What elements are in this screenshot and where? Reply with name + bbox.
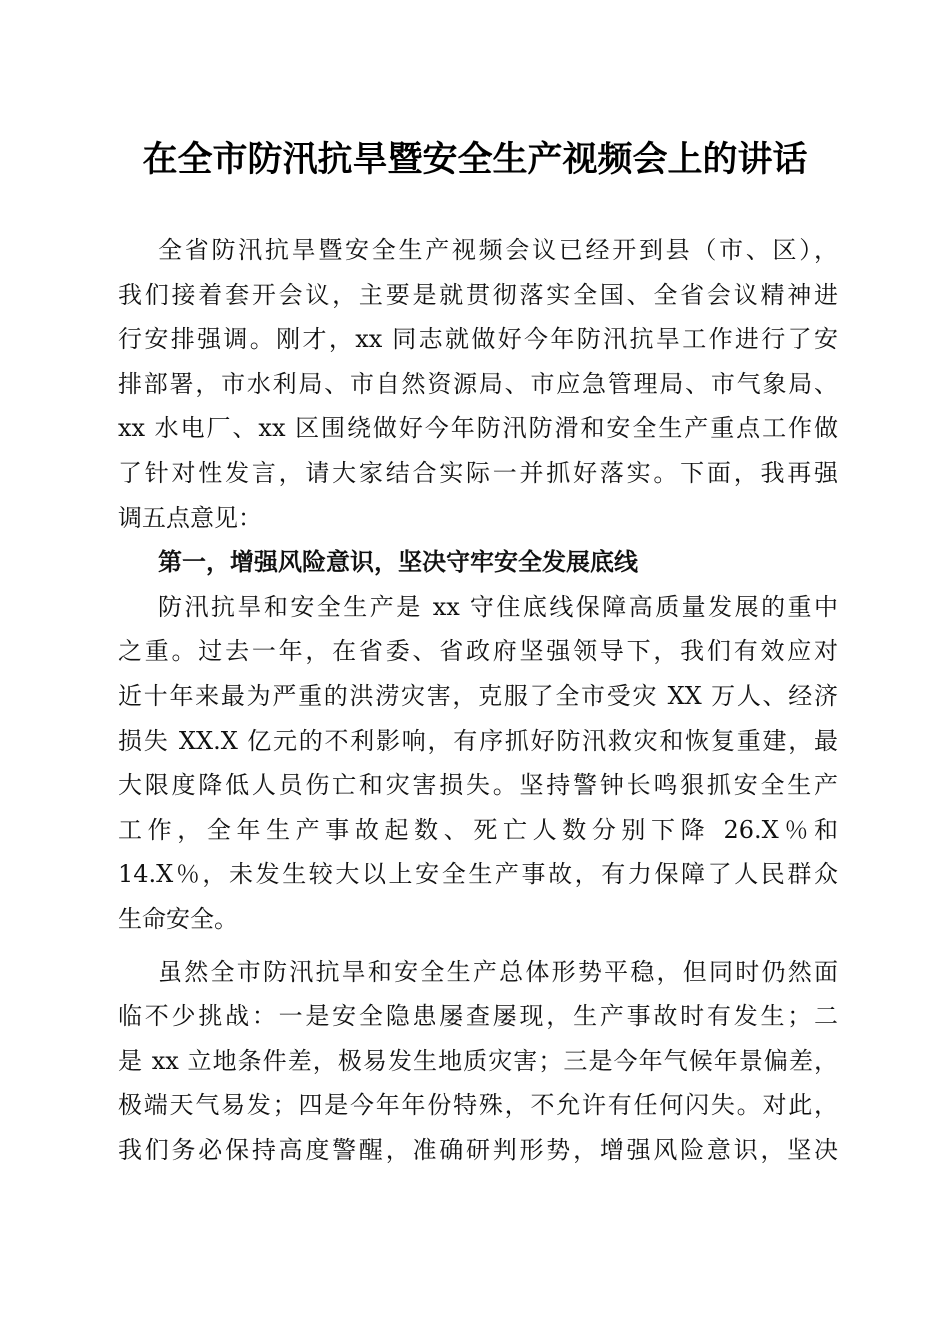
paragraph-line: 近十年来最为严重的洪涝灾害，克服了全市受灾 XX 万人、经济 xyxy=(118,681,838,710)
paragraph-line: 是 xx 立地条件差，极易发生地质灾害；三是今年气候年景偏差， xyxy=(118,1046,838,1075)
paragraph-line: 我们接着套开会议，主要是就贯彻落实全国、全省会议精神进 xyxy=(118,280,838,309)
paragraph-line: 调五点意见： xyxy=(118,503,262,532)
document-title: 在全市防汛抗旱暨安全生产视频会上的讲话 xyxy=(142,139,808,180)
paragraph-line: 极端天气易发；四是今年年份特殊，不允许有任何闪失。对此， xyxy=(118,1091,838,1120)
paragraph-line: 生命安全。 xyxy=(118,904,238,933)
paragraph-line: 行安排强调。刚才，xx 同志就做好今年防汛抗旱工作进行了安 xyxy=(118,325,838,354)
paragraph-line: 排部署，市水利局、市自然资源局、市应急管理局、市气象局、 xyxy=(118,369,838,398)
paragraph-line: 临不少挑战：一是安全隐患屡查屡现，生产事故时有发生；二 xyxy=(118,1002,838,1031)
document-body xyxy=(118,228,838,1172)
paragraph-line: 之重。过去一年，在省委、省政府坚强领导下，我们有效应对 xyxy=(118,637,838,666)
paragraph-line: 防汛抗旱和安全生产是 xx 守住底线保障高质量发展的重中 xyxy=(158,592,838,621)
paragraph-line: 我们务必保持高度警醒，准确研判形势，增强风险意识，坚决 xyxy=(118,1135,838,1164)
paragraph-line: xx 水电厂、xx 区围绕做好今年防汛防滑和安全生产重点工作做 xyxy=(118,414,838,443)
paragraph-line: 大限度降低人员伤亡和灾害损失。坚持警钟长鸣狠抓安全生产 xyxy=(118,771,838,800)
paragraph-line: 工作，全年生产事故起数、死亡人数分别下降 26.X％和 xyxy=(118,815,838,844)
paragraph-line: 了针对性发言，请大家结合实际一并抓好落实。下面，我再强 xyxy=(118,458,838,487)
section-heading: 第一，增强风险意识，坚决守牢安全发展底线 xyxy=(158,547,638,577)
paragraph-line: 14.X％，未发生较大以上安全生产事故，有力保障了人民群众 xyxy=(118,860,838,889)
paragraph-line: 虽然全市防汛抗旱和安全生产总体形势平稳，但同时仍然面 xyxy=(158,957,838,986)
paragraph-line: 损失 XX.X 亿元的不利影响，有序抓好防汛救灾和恢复重建，最 xyxy=(118,726,838,755)
paragraph-line: 全省防汛抗旱暨安全生产视频会议已经开到县（市、区）， xyxy=(158,236,838,264)
